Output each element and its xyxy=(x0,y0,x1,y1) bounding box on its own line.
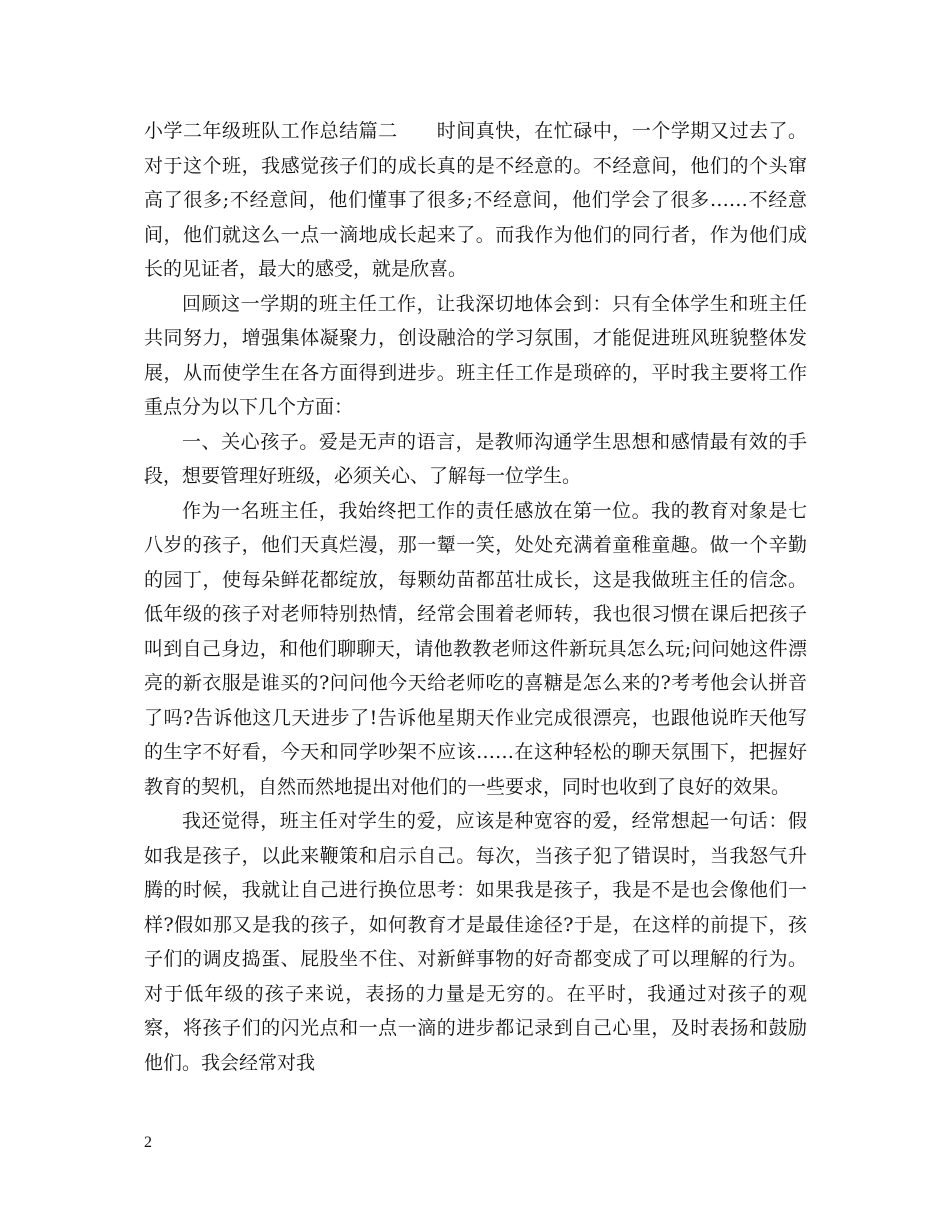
paragraph-responsibility: 作为一名班主任，我始终把工作的责任感放在第一位。我的教育对象是七八岁的孩子，他们天真烂漫，那一颦一笑，处处充满着童稚童趣。做一个辛勤的园丁，使每朵鲜花都绽放，每颗幼苗都茁壮成长，这是我做班主任的信念。低年级的孩子对老师特别热情，经常会围着老师转，我也很习惯在课后把孩子叫到自己身边，和他们聊聊天，请他教教老师这件新玩具怎么玩;问问她这件漂亮的新衣服是谁买的?问问他今天给老师吃的喜糖是怎么来的?考考他会认拼音了吗?告诉他这几天进步了!告诉他星期天作业完成很漂亮，也跟他说昨天他写的生字不好看，今天和同学吵架不应该……在这种轻松的聊天氛围下，把握好教育的契机，自然而然地提出对他们的一些要求，同时也收到了良好的效果。 xyxy=(144,499,807,798)
paragraph-tolerance: 我还觉得，班主任对学生的爱，应该是种宽容的爱，经常想起一句话：假如我是孩子，以此来鞭策和启示自己。每次，当孩子犯了错误时，当我怒气升腾的时候，我就让自己进行换位思考：如果我是孩子，我是不是也会像他们一样?假如那又是我的孩子，如何教育才是最佳途径?于是，在这样的前提下，孩子们的调皮捣蛋、屁股坐不住、对新鲜事物的好奇都变成了可以理解的行为。对于低年级的孩子来说，表扬的力量是无穷的。在平时，我通过对孩子的观察，将孩子们的闪光点和一点一滴的进步都记录到自己心里，及时表扬和鼓励他们。我会经常对我 xyxy=(144,810,807,1074)
document-body xyxy=(144,114,807,1080)
paragraph-section-one: 一、关心孩子。爱是无声的语言，是教师沟通学生思想和感情最有效的手段，想要管理好班级，必须关心、了解每一位学生。 xyxy=(144,430,807,487)
paragraph-review: 回顾这一学期的班主任工作，让我深切地体会到：只有全体学生和班主任共同努力，增强集体凝聚力，创设融洽的学习氛围，才能促进班风班貌整体发展，从而使学生在各方面得到进步。班主任工作是琐碎的，平时我主要将工作重点分为以下几个方面： xyxy=(144,292,807,418)
page-number: 2 xyxy=(144,1134,152,1151)
paragraph-intro: 小学二年级班队工作总结篇二 时间真快，在忙碌中，一个学期又过去了。对于这个班，我感觉孩子们的成长真的是不经意的。不经意间，他们的个头窜高了很多;不经意间，他们懂事了很多;不经意间，他们学会了很多……不经意间，他们就这么一点一滴地成长起来了。而我作为他们的同行者，作为他们成长的见证者，最大的感受，就是欣喜。 xyxy=(144,120,807,280)
